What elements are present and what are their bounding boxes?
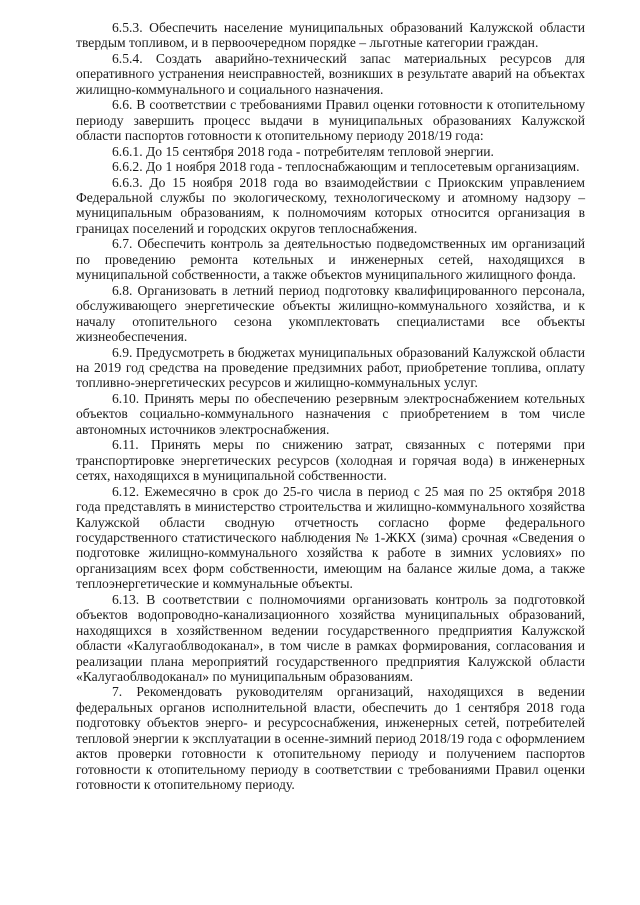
paragraph-6-7: 6.7. Обеспечить контроль за деятельностью подведомственных им организаций по проведению ремонта котельных и инженерных сетей, находящихся в муниципальной собственности, а также объектов муниципального жилищного фонда.	[76, 236, 585, 283]
paragraph-6-8: 6.8. Организовать в летний период подготовку квалифицированного персонала, обслуживающего энергетические объекты жилищно-коммунального хозяйства, и к началу отопительного сезона укомплектовать специалистами все объекты жизнеобеспечения.	[76, 282, 585, 345]
paragraph-7: 7. Рекомендовать руководителям организаций, находящихся в ведении федеральных органов исполнительной власти, обеспечить до 1 сентября 2018 года подготовку объектов энерго- и ресурсоснабжения, инженерных сетей, потребителей тепловой энергии к эксплуатации в осенне-зимний период 2018/19 года с оформлением актов проверки готовности к отопительному периоду и получением паспортов готовности к отопительному периоду в соответствии с требованиями Правил оценки готовности к отопительному периоду.	[76, 684, 585, 793]
paragraph-6-6-2: 6.6.2. До 1 ноября 2018 года - теплоснабжающим и теплосетевым организациям.	[112, 159, 580, 175]
paragraph-6-5-3: 6.5.3. Обеспечить население муниципальных образований Калужской области твердым топливом, и в первоочередном порядке – льготные категории граждан.	[76, 20, 585, 51]
paragraph-6-6-3: 6.6.3. До 15 ноября 2018 года во взаимодействии с Приокским управлением Федеральной службы по экологическому, технологическому и атомному надзору – муниципальным образованиям, к полномочиям которых относится организация в границах поселений и городских округов теплоснабжения.	[76, 174, 585, 236]
paragraph-6-9: 6.9. Предусмотреть в бюджетах муниципальных образований Калужской области на 2019 год средства на проведение предзимних работ, приобретение топлива, оплату топливно-энергетических ресурсов и жилищно-коммунальных услуг.	[76, 344, 585, 391]
paragraph-6-6: 6.6. В соответствии с требованиями Правил оценки готовности к отопительному периоду завершить процесс выдачи в муниципальных образованиях Калужской области паспортов готовности к отопительному периоду 2018/19 года:	[76, 97, 585, 144]
paragraph-6-12: 6.12. Ежемесячно в срок до 25-го числа в период с 25 мая по 25 октября 2018 года представлять в министерство строительства и жилищно-коммунального хозяйства Калужской области сводную отчетность согласно форме федерального государственного статистического наблюдения № 1-ЖКХ (зима) срочная «Сведения о подготовке жилищно-коммунального хозяйства к работе в зимних условиях» по организациям всех форм собственности, имеющим на балансе жилые дома, а также теплоэнергетические и коммунальные объекты.	[76, 483, 585, 592]
paragraph-6-13: 6.13. В соответствии с полномочиями организовать контроль за подготовкой объектов водопроводно-канализационного хозяйства муниципальных образований, находящихся в хозяйственном ведении государственного предприятия Калужской области «Калугаоблводоканал», в том числе в рамках формирования, согласования и реализации плана мероприятий государственного предприятия Калужской области «Калугаоблводоканал» по муниципальным образованиям.	[76, 591, 585, 685]
paragraph-6-10: 6.10. Принять меры по обеспечению резервным электроснабжением котельных объектов социально-коммунального назначения с приобретением в том числе автономных источников электроснабжения.	[76, 390, 585, 437]
paragraph-6-11: 6.11. Принять меры по снижению затрат, связанных с потерями при транспортировке энергетических ресурсов (холодная и горячая вода) в инженерных сетях, находящихся в муниципальной собственности.	[76, 437, 585, 484]
paragraph-6-6-1: 6.6.1. До 15 сентября 2018 года - потребителям тепловой энергии.	[112, 143, 494, 159]
paragraph-6-5-4: 6.5.4. Создать аварийно-технический запас материальных ресурсов для оперативного устранения неисправностей, возникших в результате аварий на объектах жилищно-коммунального и социального назначения.	[76, 50, 585, 97]
